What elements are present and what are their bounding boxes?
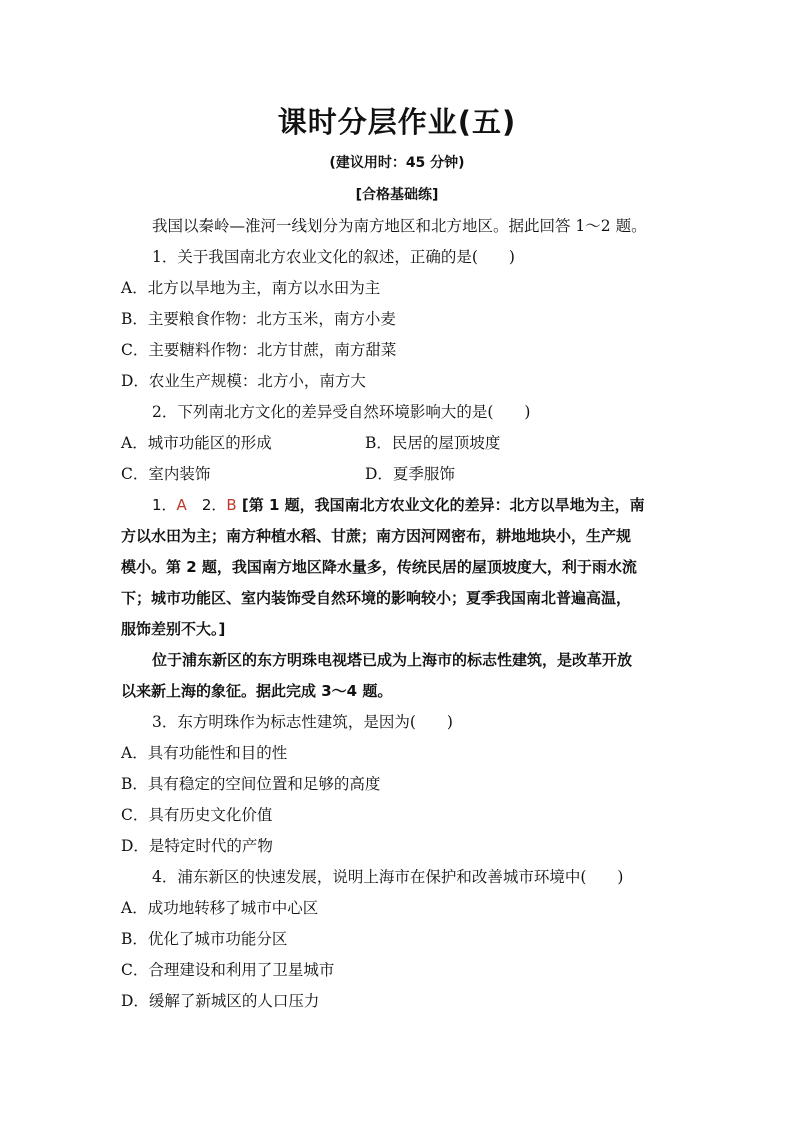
group2-intro-line-1: 位于浦东新区的东方明珠电视塔已成为上海市的标志性建筑，是改革开放 bbox=[152, 651, 633, 669]
suggested-time: (建议用时：45 分钟) bbox=[329, 155, 465, 171]
question-3-option-a: A．具有功能性和目的性 bbox=[121, 744, 288, 762]
section-heading: [合格基础练] bbox=[355, 187, 439, 203]
question-2-option-a: A．城市功能区的形成 bbox=[121, 434, 272, 452]
answer-1-key: A bbox=[176, 496, 187, 514]
answer-2-key: B bbox=[226, 496, 237, 514]
explanation-line-4: 下；城市功能区、室内装饰受自然环境的影响较小；夏季我国南北普遍高温， bbox=[121, 589, 632, 607]
question-4-option-b: B．优化了城市功能分区 bbox=[121, 930, 288, 948]
question-4-stem: 4．浦东新区的快速发展，说明上海市在保护和改善城市环境中( ) bbox=[152, 868, 624, 886]
question-2-options-row-2 bbox=[121, 459, 676, 490]
question-2-options-row-1 bbox=[121, 428, 676, 459]
question-4-option-d: D．缓解了新城区的人口压力 bbox=[121, 992, 320, 1010]
question-1-option-a: A．北方以旱地为主，南方以水田为主 bbox=[121, 279, 381, 297]
answer-2-number: 2． bbox=[186, 496, 227, 514]
explanation-line-3: 模小。第 2 题，我国南方地区降水量多，传统民居的屋顶坡度大，利于雨水流 bbox=[121, 558, 637, 576]
question-3-option-d: D．是特定时代的产物 bbox=[121, 837, 273, 855]
question-2-option-b: B．民居的屋顶坡度 bbox=[365, 434, 501, 452]
question-1-option-b: B．主要粮食作物：北方玉米，南方小麦 bbox=[121, 310, 396, 328]
question-content bbox=[121, 211, 676, 1017]
question-1-option-c: C．主要糖料作物：北方甘蔗，南方甜菜 bbox=[121, 341, 397, 359]
question-2-option-c: C．室内装饰 bbox=[121, 465, 211, 483]
question-4-option-c: C．合理建设和利用了卫星城市 bbox=[121, 961, 335, 979]
question-3-option-b: B．具有稳定的空间位置和足够的高度 bbox=[121, 775, 381, 793]
question-1-option-d: D．农业生产规模：北方小，南方大 bbox=[121, 372, 366, 390]
question-3-option-c: C．具有历史文化价值 bbox=[121, 806, 273, 824]
question-3-stem: 3．东方明珠作为标志性建筑，是因为( ) bbox=[152, 713, 453, 731]
answer-1-number: 1． bbox=[152, 496, 177, 514]
group1-intro: 我国以秦岭—淮河一线划分为南方地区和北方地区。据此回答 1～2 题。 bbox=[152, 217, 647, 235]
question-2-stem: 2．下列南北方文化的差异受自然环境影响大的是( ) bbox=[152, 403, 531, 421]
question-4-option-a: A．成功地转移了城市中心区 bbox=[121, 899, 319, 917]
page-title: 课时分层作业(五) bbox=[277, 105, 517, 139]
answer-block-line-1 bbox=[121, 490, 676, 521]
explanation-line-2: 方以水田为主；南方种植水稻、甘蔗；南方因河网密布，耕地地块小，生产规 bbox=[121, 527, 632, 545]
explanation-line-5: 服饰差别不大。] bbox=[121, 620, 226, 638]
explanation-line-1: [第 1 题，我国南北方农业文化的差异：北方以旱地为主，南 bbox=[241, 496, 645, 514]
group2-intro-line-2: 以来新上海的象征。据此完成 3～4 题。 bbox=[121, 682, 393, 700]
question-1-stem: 1．关于我国南北方农业文化的叙述，正确的是( ) bbox=[152, 248, 515, 266]
question-2-option-d: D．夏季服饰 bbox=[365, 465, 455, 483]
